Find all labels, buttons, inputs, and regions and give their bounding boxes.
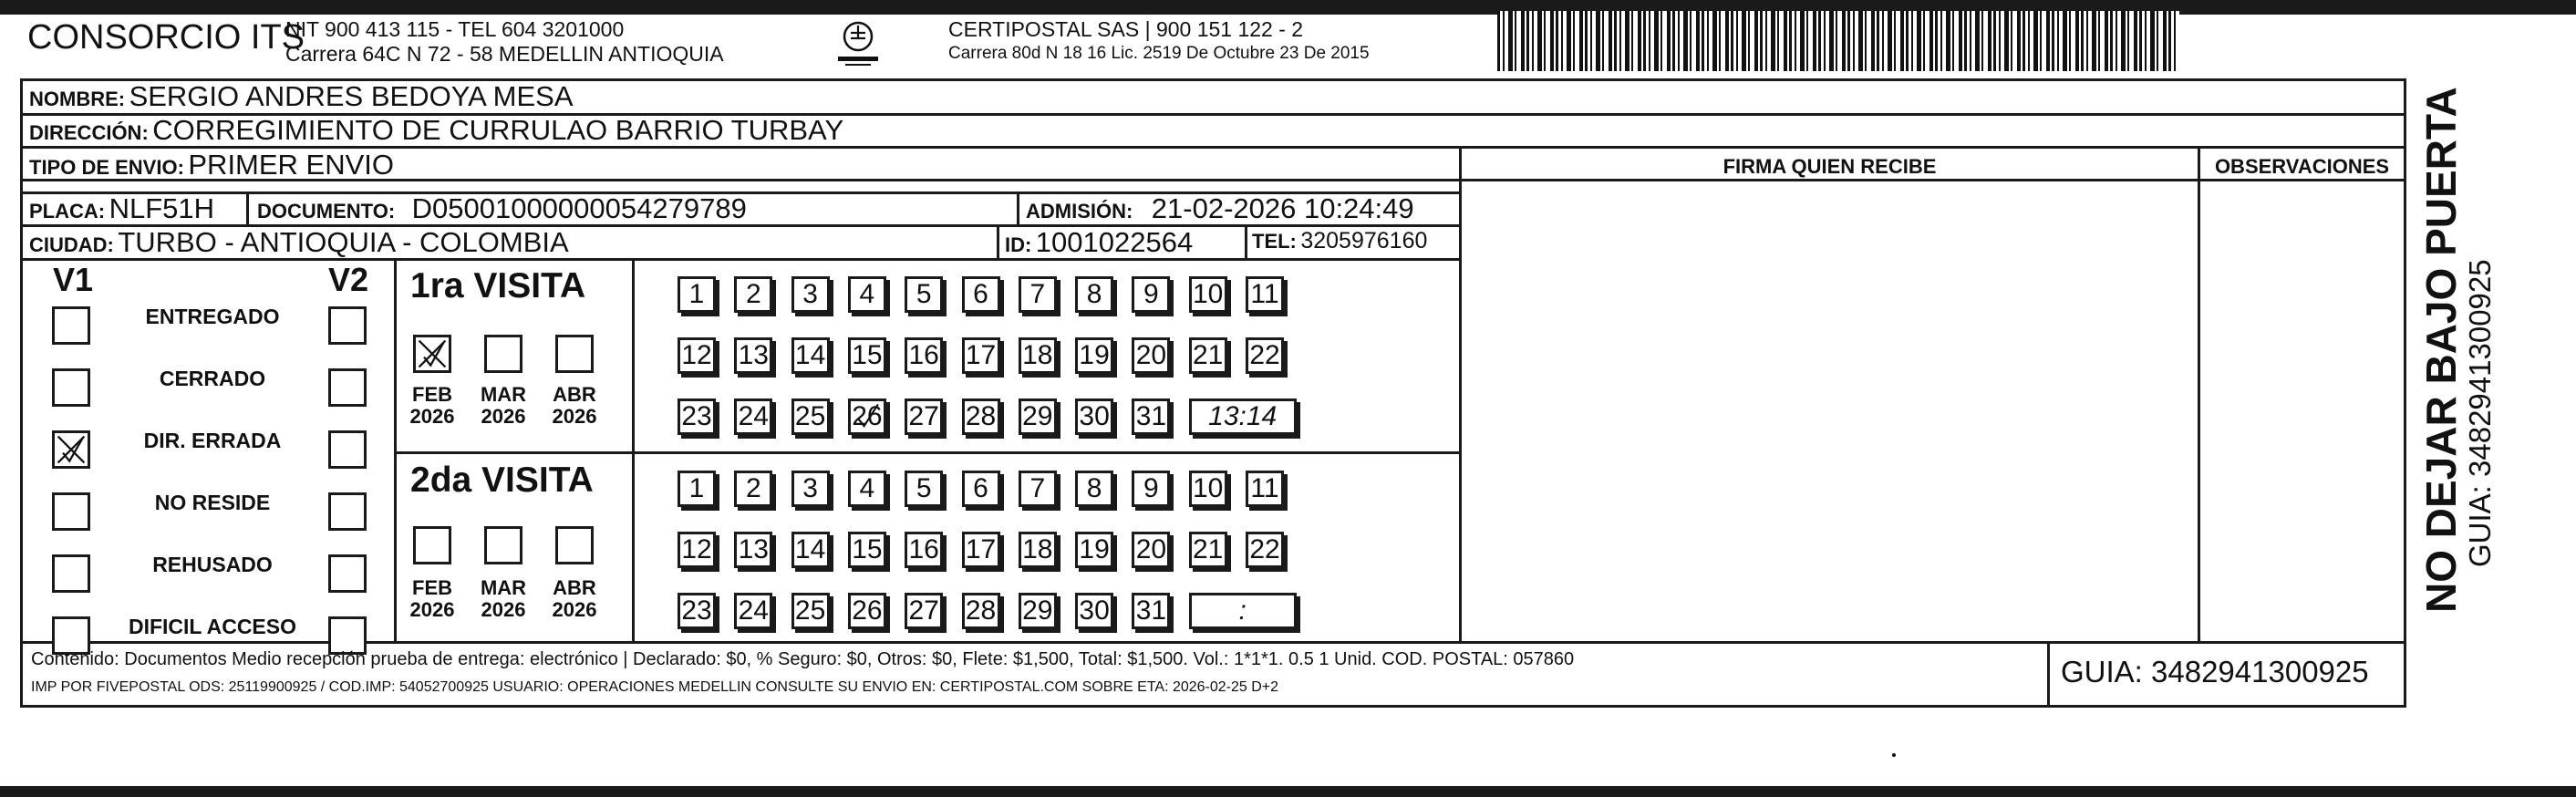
day-box[interactable] xyxy=(962,276,1000,313)
frame-right xyxy=(2404,78,2406,708)
status-label: ENTREGADO xyxy=(145,305,280,328)
field-divider xyxy=(997,224,999,259)
month-name: ABR xyxy=(553,576,596,599)
day-number: 22 xyxy=(1249,340,1280,370)
day-box[interactable] xyxy=(1019,471,1057,507)
month-checkbox[interactable] xyxy=(555,335,594,373)
side-guia: GUIA: 3482941300925 xyxy=(2463,259,2497,567)
day-number: 5 xyxy=(916,279,932,309)
observaciones-divider xyxy=(2198,146,2200,644)
day-number: 29 xyxy=(1022,401,1053,431)
month-label xyxy=(471,384,535,428)
day-number: 14 xyxy=(794,340,826,370)
month-label xyxy=(543,577,606,621)
day-box[interactable] xyxy=(848,532,886,568)
day-box[interactable] xyxy=(1019,398,1057,435)
day-box[interactable] xyxy=(1246,276,1284,313)
day-box[interactable] xyxy=(1019,593,1057,629)
documento-field xyxy=(257,192,747,225)
day-number: 17 xyxy=(965,534,997,564)
day-number: 4 xyxy=(859,473,875,503)
day-box[interactable] xyxy=(848,337,886,374)
tipo-envio-row xyxy=(29,149,394,181)
company-name: CONSORCIO ITS xyxy=(27,18,305,57)
day-number: 20 xyxy=(1135,340,1167,370)
day-number: 2 xyxy=(745,473,761,503)
day-number: 21 xyxy=(1193,340,1224,370)
placa-field xyxy=(29,192,214,225)
v1-status-checkbox[interactable] xyxy=(52,430,90,469)
day-number: 25 xyxy=(794,595,826,626)
day-box[interactable] xyxy=(1189,276,1227,313)
day-box[interactable] xyxy=(1246,471,1284,507)
day-box[interactable] xyxy=(678,593,716,629)
day-box[interactable] xyxy=(1075,337,1113,374)
status-label: CERRADO xyxy=(159,367,266,390)
visit-time: : xyxy=(1238,595,1247,626)
imp-line: IMP POR FIVEPOSTAL ODS: 25119900925 / COD.IMP: 54052700925 USUARIO: OPERACIONES MEDELLIN CONSULTE SU ENVIO EN: CERTIPOSTAL.COM SOBRE ETA: 2026-02-25 D+2 xyxy=(31,679,1279,695)
day-box[interactable] xyxy=(905,593,943,629)
guia-footer: GUIA: 3482941300925 xyxy=(2061,655,2369,688)
no-dejar-warning: NO DEJAR BAJO PUERTA xyxy=(2417,87,2465,613)
month-checkbox[interactable] xyxy=(555,526,594,564)
day-number: 13 xyxy=(738,534,769,564)
day-box[interactable] xyxy=(734,398,772,435)
day-box[interactable] xyxy=(962,471,1000,507)
day-box[interactable] xyxy=(1075,593,1113,629)
day-number: 12 xyxy=(681,534,712,564)
guia-divider xyxy=(2047,641,2050,707)
day-number: 5 xyxy=(916,473,932,503)
day-box[interactable] xyxy=(1075,532,1113,568)
v2-divider xyxy=(394,258,397,641)
month-checkbox[interactable] xyxy=(484,526,522,564)
day-number: 28 xyxy=(965,401,997,431)
day-number: 15 xyxy=(852,534,883,564)
day-box[interactable] xyxy=(905,398,943,435)
nombre-value: SERGIO ANDRES BEDOYA MESA xyxy=(129,80,574,112)
day-number: 9 xyxy=(1143,279,1159,309)
v1-status-checkbox[interactable] xyxy=(52,306,90,345)
month-year: 2026 xyxy=(481,598,526,621)
status-label: REHUSADO xyxy=(152,553,273,576)
documento-label: DOCUMENTO: xyxy=(257,200,396,223)
day-number: 3 xyxy=(802,473,818,503)
direccion-label: DIRECCIÓN: xyxy=(29,121,149,144)
visit-time: 13:14 xyxy=(1208,401,1278,431)
day-number: 1 xyxy=(688,279,705,309)
second-visit-title: 2da VISITA xyxy=(410,461,594,500)
month-year: 2026 xyxy=(409,405,455,428)
day-number: 29 xyxy=(1022,595,1053,626)
day-box[interactable] xyxy=(1019,276,1057,313)
day-number: 23 xyxy=(681,401,712,431)
day-number: 15 xyxy=(852,340,883,370)
day-box[interactable] xyxy=(905,532,943,568)
day-box[interactable] xyxy=(1132,398,1170,435)
top-edge-bar xyxy=(0,0,2576,15)
tel-label: TEL: xyxy=(1252,230,1297,253)
day-box[interactable] xyxy=(791,276,830,313)
day-number: 8 xyxy=(1086,279,1102,309)
day-box[interactable] xyxy=(791,593,830,629)
day-box[interactable] xyxy=(678,532,716,568)
company-nit: NIT 900 413 115 - TEL 604 3201000 xyxy=(285,17,625,41)
day-box[interactable] xyxy=(678,276,716,313)
status-label: NO RESIDE xyxy=(154,491,271,514)
day-box[interactable] xyxy=(962,532,1000,568)
field-divider xyxy=(1245,224,1247,259)
side-text xyxy=(2417,87,2497,613)
v1-status-checkbox[interactable] xyxy=(52,492,90,531)
frame-left xyxy=(20,78,23,708)
id-value: 1001022564 xyxy=(1035,226,1194,258)
day-number: 6 xyxy=(973,279,988,309)
nombre-label: NOMBRE: xyxy=(29,88,126,110)
placa-label: PLACA: xyxy=(29,200,106,223)
day-box[interactable] xyxy=(1132,337,1170,374)
day-number: 1 xyxy=(688,473,705,503)
v2-status-checkbox[interactable] xyxy=(328,492,367,531)
day-number: 4 xyxy=(859,279,875,309)
signature-divider xyxy=(1459,146,1462,644)
ciudad-label: CIUDAD: xyxy=(29,233,114,256)
day-box[interactable] xyxy=(962,337,1000,374)
field-divider xyxy=(246,191,249,225)
day-box[interactable] xyxy=(848,276,886,313)
day-number: 26 xyxy=(852,595,883,626)
v1-header: V1 xyxy=(53,261,94,298)
field-divider xyxy=(1017,191,1019,225)
company-address: Carrera 64C N 72 - 58 MEDELLIN ANTIOQUIA xyxy=(285,42,724,66)
day-number: 11 xyxy=(1250,279,1279,309)
day-box[interactable] xyxy=(848,471,886,507)
day-number: 12 xyxy=(681,340,712,370)
day-number: 21 xyxy=(1193,534,1224,564)
day-box[interactable] xyxy=(1246,337,1284,374)
day-box[interactable] xyxy=(734,471,772,507)
day-number: 13 xyxy=(738,340,769,370)
first-visit-title: 1ra VISITA xyxy=(410,266,586,305)
day-box[interactable] xyxy=(734,532,772,568)
day-number: 25 xyxy=(794,401,826,431)
day-box[interactable] xyxy=(1246,532,1284,568)
v2-status-checkbox[interactable] xyxy=(328,368,367,407)
day-box[interactable] xyxy=(848,398,886,435)
day-number: 19 xyxy=(1079,534,1110,564)
day-box[interactable] xyxy=(1132,276,1170,313)
v1-status-checkbox[interactable] xyxy=(52,554,90,593)
v1-status-checkbox[interactable] xyxy=(52,368,90,407)
tipo-envio-value: PRIMER ENVIO xyxy=(188,149,395,181)
day-number: 2 xyxy=(745,279,761,309)
month-year: 2026 xyxy=(481,405,526,428)
day-number: 20 xyxy=(1135,534,1167,564)
day-number: 26 xyxy=(852,401,883,431)
month-name: FEB xyxy=(412,576,452,599)
day-box[interactable] xyxy=(1189,471,1227,507)
tracking-barcode xyxy=(1497,11,2179,71)
day-number: 7 xyxy=(1029,279,1046,309)
day-number: 30 xyxy=(1079,595,1110,626)
day-number: 31 xyxy=(1135,401,1167,431)
day-box[interactable] xyxy=(791,471,830,507)
day-box[interactable] xyxy=(1189,337,1227,374)
day-box[interactable] xyxy=(1132,593,1170,629)
status-label: DIR. ERRADA xyxy=(143,429,282,452)
day-number: 22 xyxy=(1249,534,1280,564)
day-box[interactable] xyxy=(1019,532,1057,568)
stray-dot xyxy=(1892,753,1896,757)
day-box[interactable] xyxy=(962,593,1000,629)
month-checkbox[interactable] xyxy=(413,526,451,564)
certipostal-logo xyxy=(833,18,884,69)
observaciones-header: OBSERVACIONES xyxy=(2214,155,2390,178)
v2-status-checkbox[interactable] xyxy=(328,430,367,469)
v2-status-checkbox[interactable] xyxy=(328,554,367,593)
day-box[interactable] xyxy=(1132,532,1170,568)
time-box[interactable] xyxy=(1189,398,1297,435)
courier-license: Carrera 80d N 18 16 Lic. 2519 De Octubre 23 De 2015 xyxy=(948,44,1370,63)
day-box[interactable] xyxy=(848,593,886,629)
day-box[interactable] xyxy=(734,337,772,374)
day-box[interactable] xyxy=(962,398,1000,435)
day-box[interactable] xyxy=(1189,532,1227,568)
day-number: 16 xyxy=(908,340,939,370)
id-field xyxy=(1005,226,1193,259)
visit-divider xyxy=(394,451,1461,454)
day-number: 24 xyxy=(738,595,769,626)
day-number: 24 xyxy=(738,401,769,431)
day-number: 10 xyxy=(1193,473,1224,503)
day-number: 17 xyxy=(965,340,997,370)
day-box[interactable] xyxy=(1132,471,1170,507)
day-number: 18 xyxy=(1022,534,1053,564)
month-label xyxy=(400,384,464,428)
ciudad-field xyxy=(29,226,569,259)
ciudad-value: TURBO - ANTIOQUIA - COLOMBIA xyxy=(118,226,569,258)
day-box[interactable] xyxy=(1075,398,1113,435)
day-box[interactable] xyxy=(1075,471,1113,507)
month-label xyxy=(471,577,535,621)
month-year: 2026 xyxy=(552,598,597,621)
nombre-row xyxy=(29,80,574,113)
firma-header: FIRMA QUIEN RECIBE xyxy=(1723,155,1937,178)
month-checkbox[interactable] xyxy=(484,335,522,373)
day-box[interactable] xyxy=(678,398,716,435)
day-number: 19 xyxy=(1079,340,1110,370)
admision-label: ADMISIÓN: xyxy=(1026,200,1133,223)
day-box[interactable] xyxy=(791,337,830,374)
day-number: 27 xyxy=(908,595,939,626)
day-number: 16 xyxy=(908,534,939,564)
day-box[interactable] xyxy=(734,276,772,313)
admision-field xyxy=(1026,192,1414,225)
day-check-mark xyxy=(851,401,884,432)
day-number: 28 xyxy=(965,595,997,626)
month-name: ABR xyxy=(553,383,596,406)
direccion-row xyxy=(29,114,843,147)
documento-value: D05001000000054279789 xyxy=(411,192,747,224)
admision-value: 21-02-2026 10:24:49 xyxy=(1151,192,1414,224)
day-number: 31 xyxy=(1135,595,1167,626)
id-label: ID: xyxy=(1005,233,1032,256)
courier-name: CERTIPOSTAL SAS | 900 151 122 - 2 xyxy=(948,17,1304,41)
tel-field xyxy=(1252,228,1427,254)
month-year: 2026 xyxy=(552,405,597,428)
months-divider xyxy=(632,258,635,641)
status-label: DIFICIL ACCESO xyxy=(128,615,296,638)
day-box[interactable] xyxy=(905,471,943,507)
month-checkbox[interactable] xyxy=(413,335,451,373)
v2-header: V2 xyxy=(328,261,369,298)
day-number: 6 xyxy=(973,473,988,503)
month-name: MAR xyxy=(480,576,527,599)
day-number: 3 xyxy=(802,279,818,309)
day-number: 10 xyxy=(1193,279,1224,309)
bottom-edge-bar xyxy=(0,786,2576,797)
day-box[interactable] xyxy=(905,337,943,374)
day-box[interactable] xyxy=(791,398,830,435)
day-number: 9 xyxy=(1143,473,1159,503)
tipo-envio-label: TIPO DE ENVIO: xyxy=(29,156,184,179)
time-box[interactable] xyxy=(1189,593,1297,629)
day-box[interactable] xyxy=(791,532,830,568)
month-label xyxy=(400,577,464,621)
day-number: 18 xyxy=(1022,340,1053,370)
day-number: 7 xyxy=(1029,473,1046,503)
contenido-line: Contenido: Documentos Medio recepción prueba de entrega: electrónico | Declarado: $0, % Seguro: $0, Otros: $0, Flete: $1,500, Total: $1,500. Vol.: 1*1*1. 0.5 1 Unid. COD. POSTAL: 057860 xyxy=(31,649,1575,669)
day-number: 27 xyxy=(908,401,939,431)
tel-value: 3205976160 xyxy=(1300,228,1428,254)
day-box[interactable] xyxy=(1075,276,1113,313)
day-number: 14 xyxy=(794,534,826,564)
day-number: 8 xyxy=(1086,473,1102,503)
day-box[interactable] xyxy=(678,471,716,507)
direccion-value: CORREGIMIENTO DE CURRULAO BARRIO TURBAY xyxy=(152,114,844,146)
day-number: 23 xyxy=(681,595,712,626)
day-number: 11 xyxy=(1250,473,1279,503)
month-label xyxy=(543,384,606,428)
placa-value: NLF51H xyxy=(109,192,214,224)
v2-status-checkbox[interactable] xyxy=(328,306,367,345)
month-name: FEB xyxy=(412,383,452,406)
day-box[interactable] xyxy=(678,337,716,374)
day-box[interactable] xyxy=(1019,337,1057,374)
month-name: MAR xyxy=(480,383,527,406)
day-box[interactable] xyxy=(734,593,772,629)
day-number: 30 xyxy=(1079,401,1110,431)
month-year: 2026 xyxy=(409,598,455,621)
day-box[interactable] xyxy=(905,276,943,313)
